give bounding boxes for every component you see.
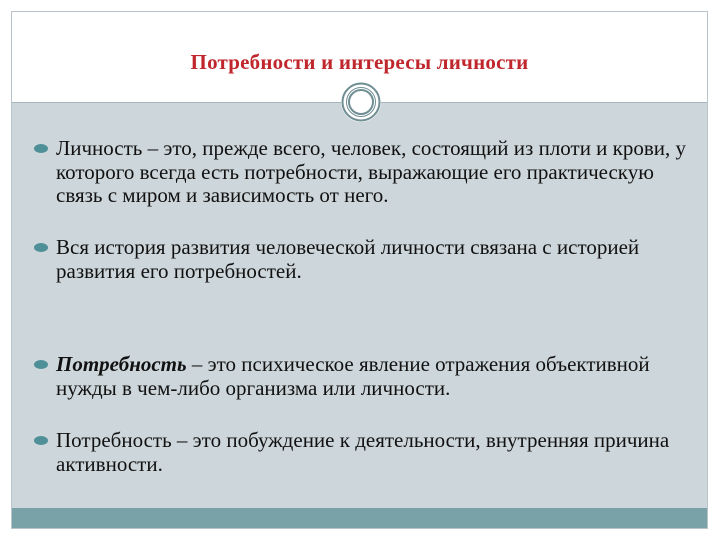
bullet-text: Потребность – это побуждение к деятельности, внутренняя причина активности. [56, 428, 670, 476]
bullet-item-3 [34, 353, 694, 400]
bullet-term: Потребность [56, 352, 187, 376]
bullet-text [34, 353, 694, 400]
bullet-item-2 [34, 236, 694, 283]
slide-title: Потребности и интересы личности [190, 50, 529, 74]
content-area [12, 103, 707, 508]
bullet-dot-icon [34, 144, 48, 153]
bullet-item-4 [34, 429, 694, 476]
bullet-text: Вся история развития человеческой личности связана с историей развития его потребностей. [56, 235, 640, 283]
bullet-text: Личность – это, прежде всего, человек, состоящий из плоти и крови, у которого всегда есть потребности, выражающие его практическую связь с миром и зависимость от него. [56, 136, 687, 207]
ring-emblem-icon [340, 81, 382, 123]
bullet-dot-icon [34, 243, 48, 252]
bullet-dot-icon [34, 360, 48, 369]
bullet-dot-icon [34, 436, 48, 445]
bullet-definition: – это психическое явление отражения объективной нужды в чем-либо организма или личности. [56, 352, 650, 400]
slide [11, 11, 708, 529]
bullet-item-1 [34, 137, 694, 208]
footer-bar [12, 508, 707, 528]
bullet-list [12, 103, 707, 508]
